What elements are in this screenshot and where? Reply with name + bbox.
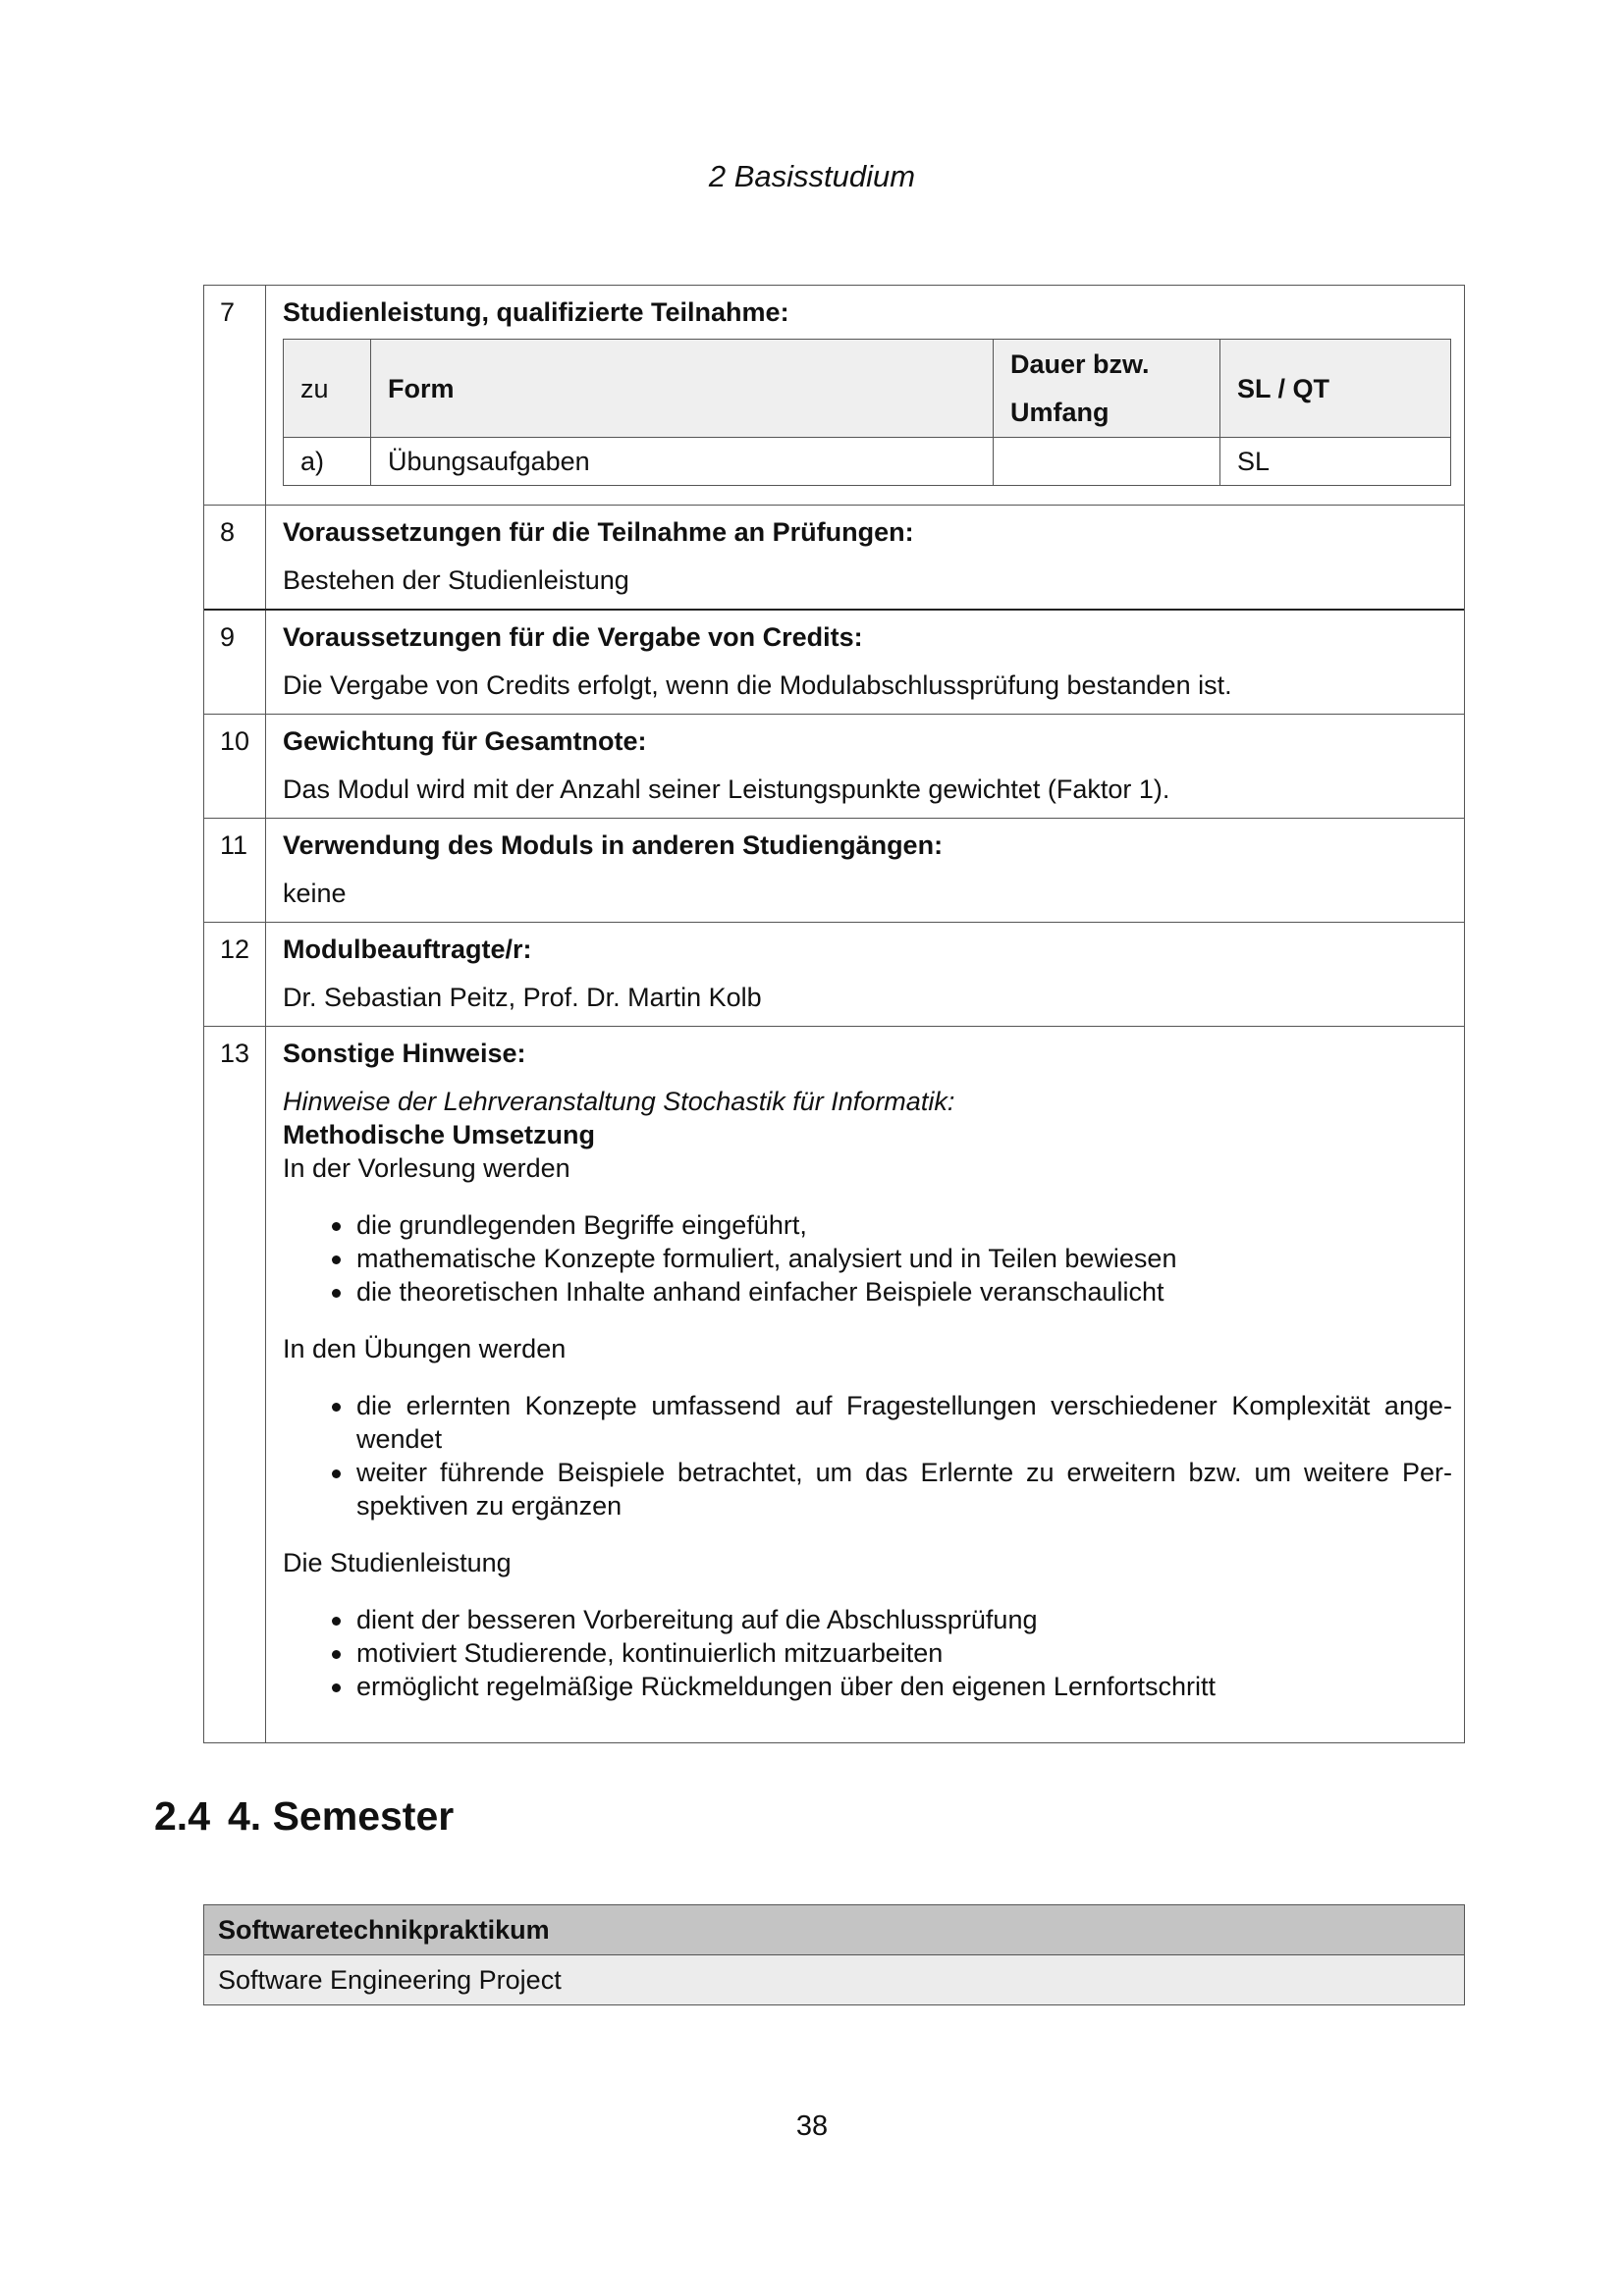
header-sl-qt: SL / QT xyxy=(1219,340,1450,437)
row-content xyxy=(266,923,1464,1026)
table-row xyxy=(204,818,1464,922)
header-dauer-line1: Dauer bzw. xyxy=(1010,348,1150,379)
header-form: Form xyxy=(370,340,993,437)
course-note-heading: Hinweise der Lehrveranstaltung Stochastik für Informatik: xyxy=(283,1087,955,1116)
row-text: Bestehen der Studienleistung xyxy=(283,565,629,595)
exercise-list xyxy=(283,1389,1452,1522)
row-number: 12 xyxy=(204,923,266,1026)
table-row xyxy=(204,714,1464,818)
row-text: Die Vergabe von Credits erfolgt, wenn die Modulabschlussprüfung bestanden ist. xyxy=(283,670,1232,700)
list-item: dient der besseren Vorbereitung auf die Abschlussprüfung xyxy=(356,1603,1452,1636)
row-number: 7 xyxy=(204,286,266,505)
row-label: Verwendung des Moduls in anderen Studiengängen: xyxy=(283,830,944,860)
section-heading xyxy=(154,1793,454,1840)
row-label: Voraussetzungen für die Vergabe von Credits: xyxy=(283,622,863,652)
table-row xyxy=(204,922,1464,1026)
lecture-list xyxy=(283,1208,1452,1308)
inner-table-row xyxy=(284,437,1450,485)
row-number: 10 xyxy=(204,715,266,818)
row-number: 8 xyxy=(204,506,266,609)
row-content xyxy=(266,506,1464,609)
list-item: die theoretischen Inhalte anhand einfacher Beispiele veranschaulicht xyxy=(356,1275,1452,1308)
lecture-intro: In der Vorlesung werden xyxy=(283,1153,570,1183)
header-zu: zu xyxy=(300,373,329,403)
row-content xyxy=(266,819,1464,922)
inner-table-header xyxy=(284,340,1450,437)
list-item: weiter führende Beispiele betrachtet, um das Erlernte zu erweitern bzw. um weitere Per-spektiven zu ergänzen xyxy=(356,1458,1452,1521)
studienleistung-table xyxy=(283,339,1451,486)
cell-form: Übungsaufgaben xyxy=(370,438,993,485)
table-row xyxy=(204,286,1464,505)
studienleistung-intro: Die Studienleistung xyxy=(283,1548,512,1577)
list-item: die grundlegenden Begriffe eingeführt, xyxy=(356,1208,1452,1242)
row-number: 9 xyxy=(204,611,266,714)
table-row xyxy=(204,609,1464,714)
row-label: Modulbeauftragte/r: xyxy=(283,934,532,964)
row-number: 13 xyxy=(204,1027,266,1742)
row-content xyxy=(266,286,1464,505)
cell-dauer xyxy=(993,438,1219,485)
module-details-table xyxy=(203,285,1465,1743)
row-label: Studienleistung, qualifizierte Teilnahme: xyxy=(283,297,789,327)
table-row xyxy=(204,505,1464,609)
row-text: Dr. Sebastian Peitz, Prof. Dr. Martin Kolb xyxy=(283,983,762,1012)
row-number: 11 xyxy=(204,819,266,922)
list-item: die erlernten Konzepte umfassend auf Fragestellungen verschiedener Komplexität ange-wendet xyxy=(356,1391,1452,1454)
page-number: 38 xyxy=(795,2110,829,2142)
row-content xyxy=(266,1027,1464,1742)
row-label: Sonstige Hinweise: xyxy=(283,1039,526,1068)
row-label: Voraussetzungen für die Teilnahme an Prüfungen: xyxy=(283,517,914,547)
row-content xyxy=(266,715,1464,818)
table-row xyxy=(204,1026,1464,1742)
list-item: motiviert Studierende, kontinuierlich mitzuarbeiten xyxy=(356,1636,1452,1670)
cell-zu: a) xyxy=(300,447,325,476)
module-title-de: Softwaretechnikpraktikum xyxy=(204,1905,1464,1955)
row-label: Gewichtung für Gesamtnote: xyxy=(283,726,647,756)
section-title: 4. Semester xyxy=(228,1793,455,1839)
row-text: Das Modul wird mit der Anzahl seiner Leistungspunkte gewichtet (Faktor 1). xyxy=(283,774,1170,804)
module-title-box xyxy=(203,1904,1465,2005)
list-item: ermöglicht regelmäßige Rückmeldungen über den eigenen Lernfortschritt xyxy=(356,1670,1452,1703)
exercise-intro: In den Übungen werden xyxy=(283,1334,567,1363)
row-content xyxy=(266,611,1464,714)
row-text: keine xyxy=(283,879,347,908)
cell-sl-qt: SL xyxy=(1219,438,1450,485)
module-title-en: Software Engineering Project xyxy=(204,1955,1464,2004)
section-number: 2.4 xyxy=(154,1793,210,1839)
list-item: mathematische Konzepte formuliert, analysiert und in Teilen bewiesen xyxy=(356,1242,1452,1275)
running-header: 2 Basisstudium xyxy=(708,159,916,193)
header-dauer-line2: Umfang xyxy=(1010,397,1110,427)
header-dauer xyxy=(993,340,1219,437)
studienleistung-list xyxy=(283,1603,1452,1703)
method-heading: Methodische Umsetzung xyxy=(283,1120,596,1149)
